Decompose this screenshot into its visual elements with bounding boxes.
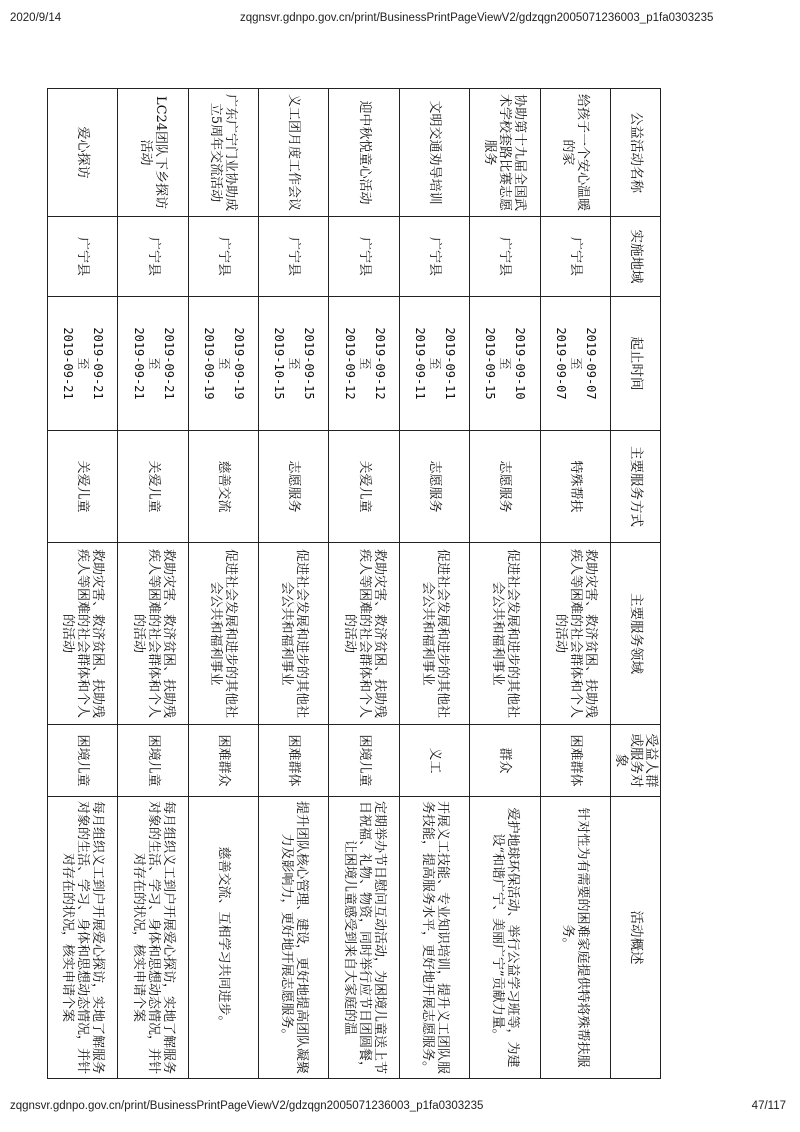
header-summary: 活动概述 — [611, 797, 661, 1079]
period-separator: 至 — [146, 357, 161, 370]
period-separator: 至 — [76, 357, 91, 370]
period-cell — [259, 297, 329, 431]
activity-name-cell: 协助第十九届全国武术学校套路比赛志愿服务 — [470, 89, 540, 217]
area-cell: 广宁县 — [470, 217, 540, 297]
method-cell: 志愿服务 — [399, 431, 469, 543]
method-cell: 关爱儿童 — [329, 431, 399, 543]
method-cell: 关爱儿童 — [118, 431, 188, 543]
method-cell: 志愿服务 — [259, 431, 329, 543]
field-cell: 促进社会发展和进步的其他社会公共和福利事业 — [188, 543, 258, 725]
area-cell: 广宁县 — [118, 217, 188, 297]
period-cell — [540, 297, 610, 431]
end-date: 2019-09-12 — [342, 327, 357, 400]
period-separator: 至 — [357, 357, 372, 370]
end-date: 2019-09-15 — [483, 327, 498, 400]
period-separator: 至 — [216, 357, 231, 370]
header-field: 主要服务领域 — [611, 543, 661, 725]
summary-cell: 每月组织义工到户开展爱心探访，实地了解服务对象的生活、学习、身体和思想动态情况，并针对存在的状况，核实申请个案 — [48, 797, 118, 1079]
rotated-table-container — [47, 88, 661, 1078]
table-row — [470, 89, 540, 1079]
period-cell — [329, 297, 399, 431]
area-cell: 广宁县 — [48, 217, 118, 297]
start-date: 2019-09-10 — [513, 327, 528, 400]
field-cell: 促进社会发展和进步的其他社会公共和福利事业 — [399, 543, 469, 725]
activity-name-cell: 迎中秋悦童心活动 — [329, 89, 399, 217]
print-header-url: zqgnsvr.gdnpo.gov.cn/print/BusinessPrintPageViewV2/gdzqgn2005071236003_p1fa0303235 — [240, 12, 714, 24]
activity-name-cell: LC24团队下乡探访活动 — [118, 89, 188, 217]
period-cell — [470, 297, 540, 431]
activity-name-cell: 广东广宁门业协助成立5周年交流活动 — [188, 89, 258, 217]
header-area: 实施地域 — [611, 217, 661, 297]
target-cell: 困境儿童 — [48, 725, 118, 797]
method-cell: 关爱儿童 — [48, 431, 118, 543]
period-separator: 至 — [287, 357, 302, 370]
field-cell: 救助灾害、救济贫困、扶助残疾人等困难的社会群体和个人的活动 — [118, 543, 188, 725]
summary-cell: 慈善交流、互相学习共同进步。 — [188, 797, 258, 1079]
period-separator: 至 — [498, 357, 513, 370]
period-cell — [399, 297, 469, 431]
table-row — [118, 89, 188, 1079]
target-cell: 困境儿童 — [329, 725, 399, 797]
table-row — [540, 89, 610, 1079]
area-cell: 广宁县 — [259, 217, 329, 297]
start-date: 2019-09-11 — [443, 327, 458, 400]
target-cell: 困难群体 — [540, 725, 610, 797]
end-date: 2019-10-15 — [272, 327, 287, 400]
start-date: 2019-09-07 — [583, 327, 598, 400]
end-date: 2019-09-11 — [413, 327, 428, 400]
page-number: 47/117 — [751, 1100, 786, 1112]
target-cell: 群众 — [470, 725, 540, 797]
field-cell: 救助灾害、救济贫困、扶助残疾人等困难的社会群体和个人的活动 — [48, 543, 118, 725]
summary-cell: 提升团队核心管理、建设，更好地提高团队凝聚力及影响力，更好地开展志愿服务。 — [259, 797, 329, 1079]
start-date: 2019-09-21 — [91, 327, 106, 400]
print-footer-url: zqgnsvr.gdnpo.gov.cn/print/BusinessPrintPageViewV2/gdzqgn2005071236003_p1fa0303235 — [10, 1100, 484, 1112]
table-row — [259, 89, 329, 1079]
method-cell: 志愿服务 — [470, 431, 540, 543]
end-date: 2019-09-07 — [553, 327, 568, 400]
area-cell: 广宁县 — [399, 217, 469, 297]
area-cell: 广宁县 — [329, 217, 399, 297]
summary-cell: 针对性为有需要的困难家庭提供特将殊帮扶服务。 — [540, 797, 610, 1079]
end-date: 2019-09-19 — [201, 327, 216, 400]
activity-name-cell: 文明交通劝导培训 — [399, 89, 469, 217]
end-date: 2019-09-21 — [61, 327, 76, 400]
table-row — [329, 89, 399, 1079]
field-cell: 促进社会发展和进步的其他社会公共和福利事业 — [470, 543, 540, 725]
start-date: 2019-09-19 — [231, 327, 246, 400]
summary-cell: 开展义工技能、专业知识培训，提升义工团队服务技能，提高服务水平，更好地开展志愿服务。 — [399, 797, 469, 1079]
activity-name-cell: 义工团月度工作会议 — [259, 89, 329, 217]
table-row — [48, 89, 118, 1079]
table-header-row — [611, 89, 661, 1079]
summary-cell: 定期举办节日慰问互动活动，为困境儿童送上节日祝福、礼物、物资，同时举行应节日团圆餐，让困境儿童感受到来自大家庭的温 — [329, 797, 399, 1079]
table-body — [48, 89, 611, 1079]
period-cell — [48, 297, 118, 431]
target-cell: 义工 — [399, 725, 469, 797]
header-period: 起止时间 — [611, 297, 661, 431]
start-date: 2019-09-12 — [372, 327, 387, 400]
method-cell: 慈善交流 — [188, 431, 258, 543]
end-date: 2019-09-21 — [131, 327, 146, 400]
summary-cell: 每月组织义工到户开展爱心探访，实地了解服务对象的生活、学习、身体和思想动态情况，并针对存在的状况，核实申请个案 — [118, 797, 188, 1079]
period-separator: 至 — [568, 357, 583, 370]
area-cell: 广宁县 — [540, 217, 610, 297]
summary-cell: 爱护地球环保活动、举行公益学习班等，为建设“和谐广宁、美丽广宁”贡献力量。 — [470, 797, 540, 1079]
header-target: 受益人群或服务对象 — [611, 725, 661, 797]
start-date: 2019-09-21 — [161, 327, 176, 400]
target-cell: 困境儿童 — [118, 725, 188, 797]
area-cell: 广宁县 — [188, 217, 258, 297]
header-method: 主要服务方式 — [611, 431, 661, 543]
activity-name-cell: 给孩子一个安心温暖的家 — [540, 89, 610, 217]
target-cell: 困难群众 — [188, 725, 258, 797]
activities-table — [47, 88, 661, 1079]
target-cell: 困难群体 — [259, 725, 329, 797]
method-cell: 特殊帮扶 — [540, 431, 610, 543]
activity-name-cell: 爱心探访 — [48, 89, 118, 217]
print-date: 2020/9/14 — [10, 12, 62, 24]
period-cell — [118, 297, 188, 431]
period-separator: 至 — [428, 357, 443, 370]
header-name: 公益活动名称 — [611, 89, 661, 217]
field-cell: 救助灾害、救济贫困、扶助残疾人等困难的社会群体和个人的活动 — [540, 543, 610, 725]
field-cell: 促进社会发展和进步的其他社会公共和福利事业 — [259, 543, 329, 725]
field-cell: 救助灾害、救济贫困、扶助残疾人等困难的社会群体和个人的活动 — [329, 543, 399, 725]
start-date: 2019-09-15 — [302, 327, 317, 400]
period-cell — [188, 297, 258, 431]
table-row — [188, 89, 258, 1079]
table-row — [399, 89, 469, 1079]
